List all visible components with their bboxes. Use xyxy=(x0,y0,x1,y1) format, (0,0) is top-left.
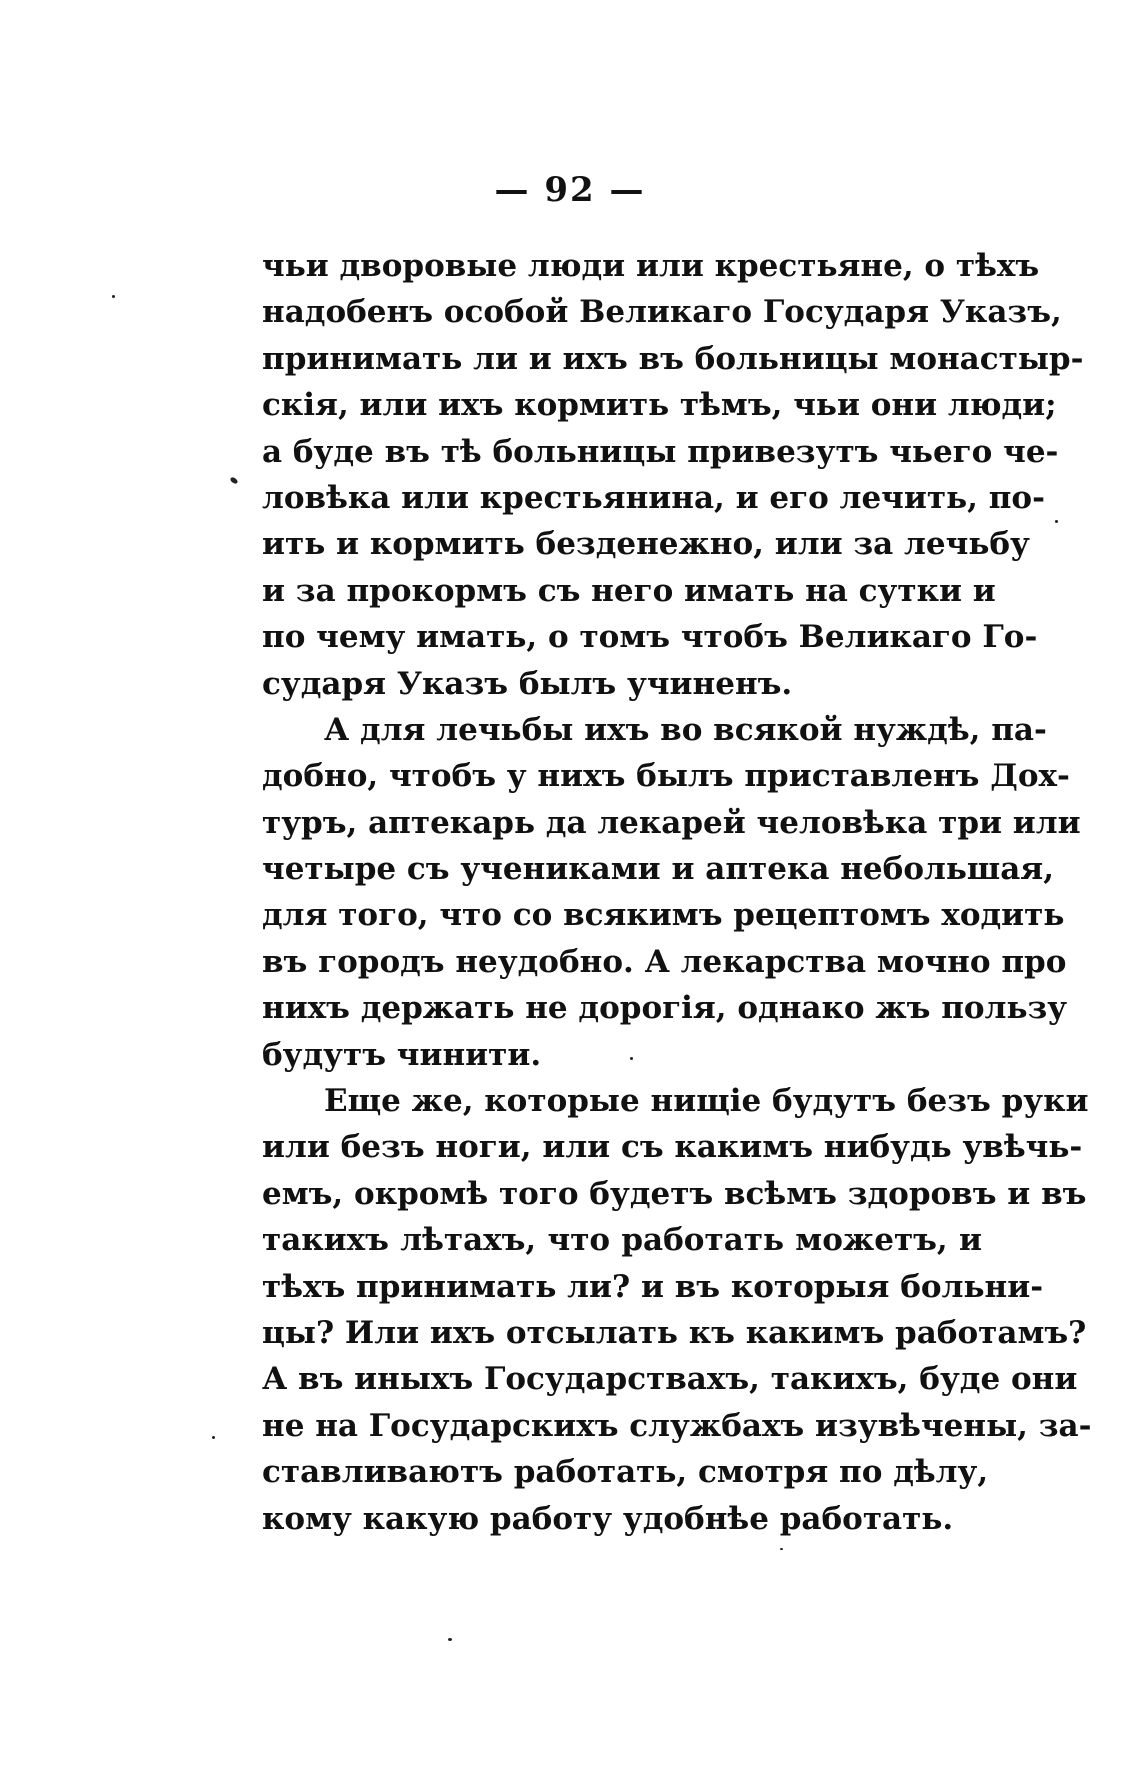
scan-speck xyxy=(229,476,238,485)
text-line: скія, или ихъ кормить тѣмъ, чьи они люди; xyxy=(262,387,1057,424)
text-line: не на Государскихъ службахъ изувѣчены, за- xyxy=(262,1407,1092,1444)
text-line: добно, чтобъ у нихъ былъ приставленъ Дох- xyxy=(262,758,1070,795)
text-line: ставливаютъ работать, смотря по дѣлу, xyxy=(262,1454,989,1491)
text-line: ить и кормить безденежно, или за лечьбу xyxy=(262,526,1030,563)
paragraph-1 xyxy=(262,243,1084,707)
text-line: или безъ ноги, или съ какимъ нибудь увѣчь- xyxy=(262,1129,1083,1166)
text-line: кому какую работу удобнѣе работать. xyxy=(262,1500,954,1537)
text-line: А для лечьбы ихъ во всякой нуждѣ, па- xyxy=(324,711,1047,748)
scan-speck xyxy=(448,1638,452,1641)
text-line: принимать ли и ихъ въ больницы монастыр- xyxy=(262,340,1084,377)
scan-speck xyxy=(630,1057,633,1060)
text-line: такихъ лѣтахъ, что работать можетъ, и xyxy=(262,1222,982,1259)
text-line: Еще же, которые нищіе будутъ безъ руки xyxy=(324,1083,1089,1120)
text-line: цы? Или ихъ отсылать къ какимъ работамъ? xyxy=(262,1314,1087,1351)
text-line: четыре съ учениками и аптека небольшая, xyxy=(262,851,1054,888)
text-line: емъ, окромѣ того будетъ всѣмъ здоровъ и въ xyxy=(262,1175,1087,1212)
text-line: сударя Указъ былъ учиненъ. xyxy=(262,665,793,702)
text-line: для того, что со всякимъ рецептомъ ходить xyxy=(262,897,1065,934)
text-line: нихъ держать не дорогія, однако жъ пользу xyxy=(262,990,1068,1027)
scan-speck xyxy=(212,1436,215,1439)
paragraph-3 xyxy=(262,1078,1092,1542)
text-line: по чему имать, о томъ чтобъ Великаго Го- xyxy=(262,619,1038,656)
text-line: въ городъ неудобно. А лекарства мочно про xyxy=(262,943,1067,980)
scan-speck xyxy=(1055,520,1058,523)
text-line: ловѣка или крестьянина, и его лечить, по- xyxy=(262,479,1045,516)
text-line: тѣхъ принимать ли? и въ которыя больни- xyxy=(262,1268,1044,1305)
text-line: и за прокормъ съ него имать на сутки и xyxy=(262,572,996,609)
paragraph-2 xyxy=(262,707,1081,1078)
text-line: А въ иныхъ Государствахъ, такихъ, буде они xyxy=(262,1361,1078,1398)
text-line: чьи дворовые люди или крестьяне, о тѣхъ xyxy=(262,248,1040,284)
scan-speck xyxy=(112,295,115,298)
page-number: — 92 — xyxy=(494,170,646,210)
text-line: а буде въ тѣ больницы привезутъ чьего че- xyxy=(262,433,1059,470)
text-line: туръ, аптекарь да лекарей человѣка три или xyxy=(262,804,1081,841)
scan-speck xyxy=(780,1548,783,1550)
text-line: надобенъ особой Великаго Государя Указъ, xyxy=(262,294,1062,331)
body-text xyxy=(262,243,1092,1542)
text-line: будутъ чинити. xyxy=(262,1036,542,1073)
